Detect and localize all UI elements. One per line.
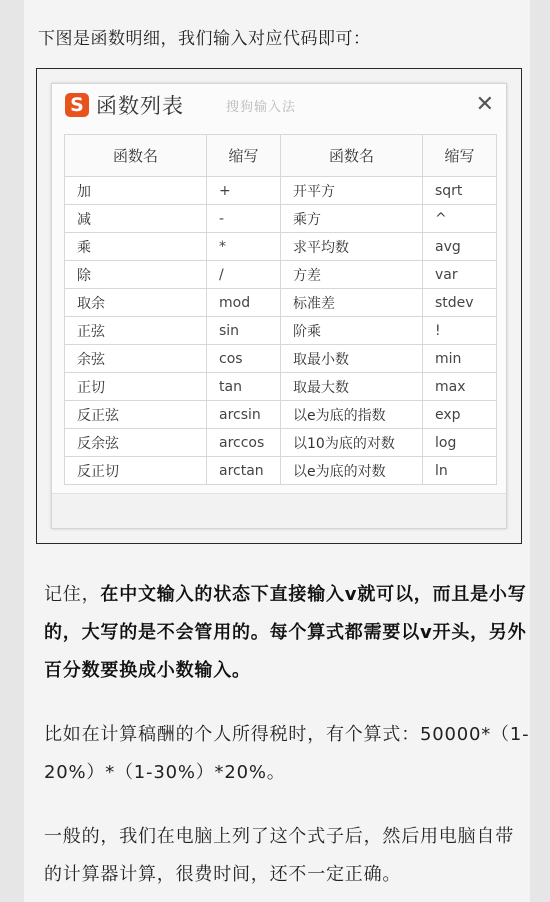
function-name-cell: 反正切	[65, 457, 207, 485]
panel-brand: 搜狗输入法	[226, 100, 297, 115]
function-name-cell: 除	[65, 261, 207, 289]
abbreviation-cell: -	[207, 205, 281, 233]
abbreviation-cell: sin	[207, 317, 281, 345]
abbreviation-cell: +	[207, 177, 281, 205]
abbreviation-cell: arcsin	[207, 401, 281, 429]
paragraph-general: 一般的，我们在电脑上列了这个式子后，然后用电脑自带的计算器计算，很费时间，还不一定正确。	[44, 826, 514, 885]
function-table	[64, 134, 497, 485]
function-name-cell: 乘方	[281, 205, 423, 233]
abbreviation-cell: *	[207, 233, 281, 261]
right-gutter	[530, 0, 550, 902]
function-name-cell: 标准差	[281, 289, 423, 317]
close-icon[interactable]: ✕	[475, 92, 494, 117]
paragraph-example: 比如在计算稿酬的个人所得税时，有个算式：50000*（1-20%）*（1-30%）*20%。	[44, 724, 530, 783]
column-header-abbreviation: 缩写	[207, 135, 281, 177]
abbreviation-cell: arctan	[207, 457, 281, 485]
table-row	[65, 233, 497, 261]
abbreviation-cell: cos	[207, 345, 281, 373]
function-name-cell: 反正弦	[65, 401, 207, 429]
table-row	[65, 177, 497, 205]
abbreviation-cell: ln	[423, 457, 497, 485]
function-list-panel	[51, 83, 507, 529]
function-name-cell: 取最大数	[281, 373, 423, 401]
table-header-row	[65, 135, 497, 177]
article-body	[24, 0, 530, 902]
function-name-cell: 求平均数	[281, 233, 423, 261]
function-name-cell: 乘	[65, 233, 207, 261]
abbreviation-cell: max	[423, 373, 497, 401]
table-row	[65, 345, 497, 373]
abbreviation-cell: tan	[207, 373, 281, 401]
abbreviation-cell: /	[207, 261, 281, 289]
intro-text: 下图是函数明细，我们输入对应代码即可：	[38, 29, 371, 49]
panel-footer	[52, 493, 506, 528]
table-row	[65, 261, 497, 289]
table-row	[65, 401, 497, 429]
table-row	[65, 205, 497, 233]
function-name-cell: 开平方	[281, 177, 423, 205]
abbreviation-cell: min	[423, 345, 497, 373]
table-row	[65, 429, 497, 457]
column-header-function-name: 函数名	[281, 135, 423, 177]
column-header-function-name: 函数名	[65, 135, 207, 177]
column-header-abbreviation: 缩写	[423, 135, 497, 177]
function-name-cell: 余弦	[65, 345, 207, 373]
function-name-cell: 以e为底的对数	[281, 457, 423, 485]
function-name-cell: 取余	[65, 289, 207, 317]
function-name-cell: 正切	[65, 373, 207, 401]
function-name-cell: 以10为底的对数	[281, 429, 423, 457]
function-name-cell: 方差	[281, 261, 423, 289]
function-name-cell: 取最小数	[281, 345, 423, 373]
function-name-cell: 以e为底的指数	[281, 401, 423, 429]
abbreviation-cell: stdev	[423, 289, 497, 317]
abbreviation-cell: var	[423, 261, 497, 289]
function-name-cell: 阶乘	[281, 317, 423, 345]
sogou-logo-icon: S	[65, 93, 89, 117]
function-name-cell: 正弦	[65, 317, 207, 345]
abbreviation-cell: ^	[423, 205, 497, 233]
left-gutter	[0, 0, 24, 902]
abbreviation-cell: arccos	[207, 429, 281, 457]
screenshot-image	[36, 68, 522, 544]
panel-header	[52, 84, 506, 130]
function-name-cell: 反余弦	[65, 429, 207, 457]
panel-title: 函数列表	[96, 94, 184, 118]
table-row	[65, 373, 497, 401]
abbreviation-cell: mod	[207, 289, 281, 317]
abbreviation-cell: !	[423, 317, 497, 345]
table-row	[65, 289, 497, 317]
table-row	[65, 317, 497, 345]
abbreviation-cell: avg	[423, 233, 497, 261]
paragraph-remember	[44, 576, 530, 690]
table-row	[65, 457, 497, 485]
function-name-cell: 加	[65, 177, 207, 205]
abbreviation-cell: exp	[423, 401, 497, 429]
function-name-cell: 减	[65, 205, 207, 233]
abbreviation-cell: sqrt	[423, 177, 497, 205]
abbreviation-cell: log	[423, 429, 497, 457]
paragraph-emphasis: 在中文输入的状态下直接输入v就可以，而且是小写的，大写的是不会管用的。每个算式都需要以v开头，另外百分数要换成小数输入。	[44, 584, 527, 681]
paragraph-prefix: 记住，	[44, 584, 101, 605]
